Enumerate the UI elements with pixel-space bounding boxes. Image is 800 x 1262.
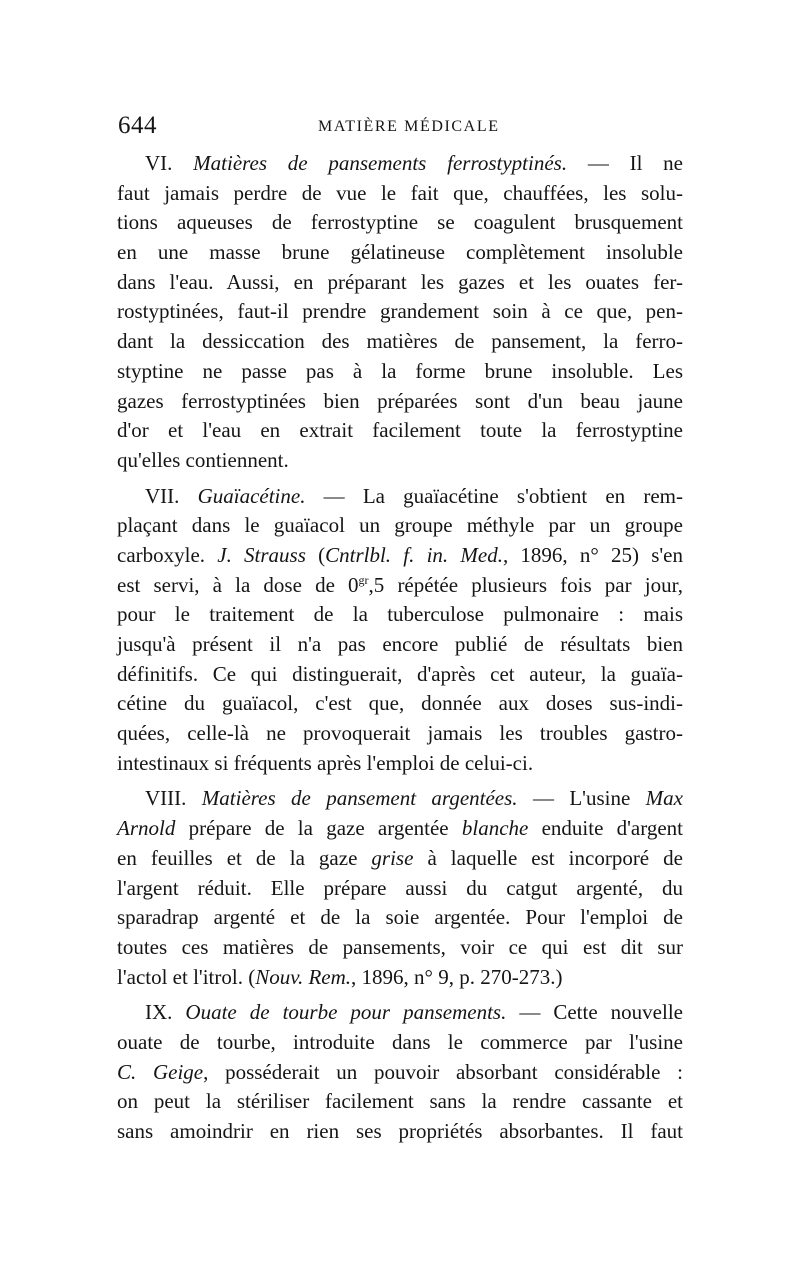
body-text bbox=[117, 149, 683, 1147]
text-line: plaçant dans le guaïacol un groupe méthyle par un groupe bbox=[117, 513, 683, 538]
text-line: intestinaux si fréquents après l'emploi de celui-ci. bbox=[117, 750, 534, 775]
text-line: sparadrap argenté et de la soie argentée. Pour l'emploi de bbox=[117, 905, 683, 930]
paragraph-ix bbox=[117, 998, 683, 1146]
text-line: carboxyle. J. Strauss (Cntrlbl. f. in. Med., 1896, n° 25) s'en bbox=[117, 542, 683, 567]
text-line: l'argent réduit. Elle prépare aussi du catgut argenté, du bbox=[117, 875, 683, 900]
text-line: d'or et l'eau en extrait facilement toute la ferrostyptine bbox=[117, 418, 683, 443]
text-line: Arnold prépare de la gaze argentée blanche enduite d'argent bbox=[117, 816, 683, 841]
text-line: VI. Matières de pansements ferrostyptinés. — Il ne bbox=[145, 151, 683, 175]
paragraph-vi bbox=[117, 149, 683, 476]
text-line: toutes ces matières de pansements, voir ce qui est dit sur bbox=[117, 934, 683, 959]
text-line: cétine du guaïacol, c'est que, donnée aux doses sus-indi- bbox=[117, 691, 683, 716]
text-line: C. Geige, posséderait un pouvoir absorbant considérable : bbox=[117, 1059, 683, 1084]
page-number: 644 bbox=[118, 112, 157, 139]
text-line: est servi, à la dose de $0^{gr},5$ répétée plusieurs fois par jour, bbox=[117, 572, 683, 597]
text-line: quées, celle-là ne provoquerait jamais les troubles gastro- bbox=[117, 721, 683, 746]
text-line: tions aqueuses de ferrostyptine se coagulent brusquement bbox=[117, 210, 683, 235]
text-line: dant la dessiccation des matières de pansement, la ferro- bbox=[117, 329, 683, 354]
text-line: IX. Ouate de tourbe pour pansements. — Cette nouvelle bbox=[145, 1000, 683, 1025]
text-line: définitifs. Ce qui distinguerait, d'après cet auteur, la guaïa- bbox=[117, 661, 683, 686]
text-line: dans l'eau. Aussi, en préparant les gazes et les ouates fer- bbox=[117, 269, 683, 294]
page-header bbox=[118, 112, 683, 146]
text-line: gazes ferrostyptinées bien préparées sont d'un beau jaune bbox=[117, 388, 683, 413]
text-line: en une masse brune gélatineuse complètement insoluble bbox=[117, 240, 683, 265]
text-line: VIII. Matières de pansement argentées. — L'usine Max bbox=[145, 786, 683, 811]
paragraph-vii bbox=[117, 482, 683, 779]
text-line: qu'elles contiennent. bbox=[117, 447, 289, 472]
text-line: styptine ne passe pas à la forme brune insoluble. Les bbox=[117, 358, 683, 383]
text-line: sans amoindrir en rien ses propriétés absorbantes. Il faut bbox=[117, 1119, 683, 1143]
running-head: MATIÈRE MÉDICALE bbox=[318, 118, 500, 135]
text-line: l'actol et l'itrol. (Nouv. Rem., 1896, n° 9, p. 270-273.) bbox=[117, 964, 563, 989]
paragraph-viii bbox=[117, 784, 683, 992]
text-line: on peut la stériliser facilement sans la rendre cassante et bbox=[117, 1089, 683, 1114]
text-line: pour le traitement de la tuberculose pulmonaire : mais bbox=[117, 602, 683, 627]
text-line: en feuilles et de la gaze grise à laquelle est incorporé de bbox=[117, 845, 683, 870]
text-line: jusqu'à présent il n'a pas encore publié de résultats bien bbox=[117, 632, 683, 656]
text-line: ouate de tourbe, introduite dans le commerce par l'usine bbox=[117, 1029, 683, 1054]
text-line: VII. Guaïacétine. — La guaïacétine s'obtient en rem- bbox=[145, 483, 683, 508]
text-line: faut jamais perdre de vue le fait que, chauffées, les solu- bbox=[117, 180, 683, 205]
text-line: rostyptinées, faut-il prendre grandement soin à ce que, pen- bbox=[117, 299, 683, 324]
